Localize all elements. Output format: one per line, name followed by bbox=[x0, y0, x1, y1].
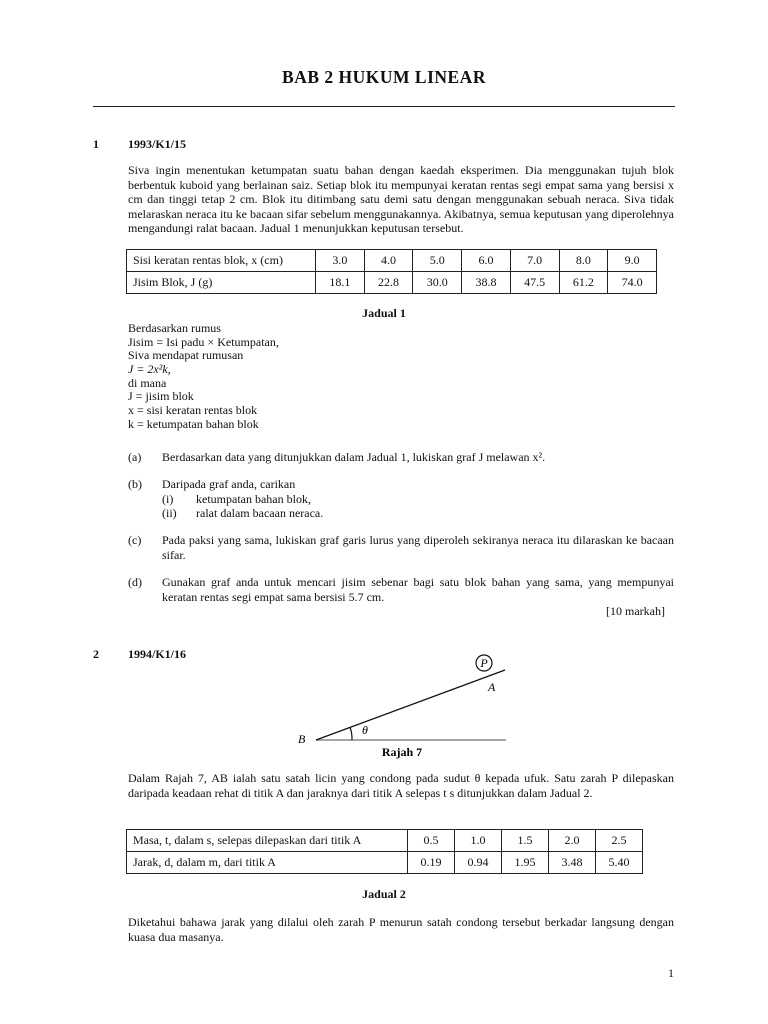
table-2-cell: 2.0 bbox=[549, 830, 596, 852]
table-2-cell: 0.19 bbox=[408, 852, 455, 874]
table-2-cell: 2.5 bbox=[596, 830, 643, 852]
part-a-label: (a) bbox=[128, 450, 142, 464]
part-d bbox=[128, 575, 674, 604]
incline-line bbox=[316, 670, 505, 740]
table-2-cell: 3.48 bbox=[549, 852, 596, 874]
table-2-caption: Jadual 2 bbox=[362, 887, 406, 901]
table-2-row-distance bbox=[127, 852, 643, 874]
part-b bbox=[128, 477, 674, 520]
marks-label: [10 markah] bbox=[606, 604, 665, 618]
table-1-caption: Jadual 1 bbox=[362, 306, 406, 320]
part-b-ii bbox=[162, 506, 674, 520]
table-1-cell: 47.5 bbox=[510, 272, 559, 294]
table-1-cell: 61.2 bbox=[559, 272, 608, 294]
table-2-row-distance-label: Jarak, d, dalam m, dari titik A bbox=[127, 852, 408, 874]
table-1-cell: 30.0 bbox=[413, 272, 462, 294]
question-2-outro: Diketahui bahawa jarak yang dilalui oleh zarah P menurun satah condong tersebut berkadar langsung dengan kuasa dua masanya. bbox=[128, 915, 674, 944]
table-2-cell: 1.5 bbox=[502, 830, 549, 852]
part-b-ii-text: ralat dalam bacaan neraca. bbox=[196, 505, 324, 520]
formula-line: Berdasarkan rumus bbox=[128, 321, 221, 335]
question-2-number: 2 bbox=[93, 647, 99, 661]
point-b-label: B bbox=[298, 732, 306, 746]
part-c-text: Pada paksi yang sama, lukiskan graf garis lurus yang diperoleh sekiranya neraca itu dilaraskan ke bacaan sifar. bbox=[162, 533, 674, 562]
formula-line: di mana bbox=[128, 375, 167, 390]
part-c bbox=[128, 533, 674, 562]
part-d-text: Gunakan graf anda untuk mencari jisim sebenar bagi satu blok bahan yang sama, yang mempunyai keratan rentas segi empat sama bersisi 5.7 cm. bbox=[162, 575, 674, 604]
part-b-i bbox=[162, 492, 674, 506]
table-2-cell: 5.40 bbox=[596, 852, 643, 874]
table-1-cell: 6.0 bbox=[462, 250, 511, 272]
table-1-row-mass bbox=[127, 272, 657, 294]
part-d-label: (d) bbox=[128, 575, 142, 589]
table-1-cell: 4.0 bbox=[364, 250, 413, 272]
table-2-row-time bbox=[127, 830, 643, 852]
angle-arc bbox=[350, 727, 352, 740]
formula-line: J = jisim blok bbox=[128, 389, 194, 404]
page-title: BAB 2 HUKUM LINEAR bbox=[282, 67, 486, 87]
question-1-reference: 1993/K1/15 bbox=[128, 137, 187, 151]
part-b-text: Daripada graf anda, carikan bbox=[162, 477, 296, 491]
table-1-cell: 22.8 bbox=[364, 272, 413, 294]
table-1-row-side bbox=[127, 250, 657, 272]
formula-line: Jisim = Isi padu × Ketumpatan, bbox=[128, 334, 279, 349]
table-2-cell: 0.94 bbox=[455, 852, 502, 874]
title-rule bbox=[93, 106, 675, 107]
table-2-cell: 0.5 bbox=[408, 830, 455, 852]
table-1-cell: 9.0 bbox=[608, 250, 657, 272]
formula-block bbox=[128, 321, 279, 431]
particle-p-label: P bbox=[480, 656, 488, 670]
part-b-i-label: (i) bbox=[162, 491, 174, 506]
page-number: 1 bbox=[668, 966, 674, 980]
question-2-intro: Dalam Rajah 7, AB ialah satu satah licin yang condong pada sudut θ kepada ufuk. Satu zarah P dilepaskan daripada keadaan rehat di titik A dan jaraknya dari titik A selepas t s ditunjukkan dalam Jadual 2. bbox=[128, 771, 674, 800]
question-1-intro: Siva ingin menentukan ketumpatan suatu bahan dengan kaedah eksperimen. Dia menggunakan tujuh blok berbentuk kuboid yang berlainan saiz. Setiap blok itu mempunyai keratan rentas segi empat sama yang bersisi x cm dan tinggi tetap 2 cm. Blok itu ditimbang satu demi satu dengan menggunakan sebuah neraca. Siva tidak melaraskan neraca itu ke bacaan sifar sebelum menggunakannya. Akibatnya, semua keputusan yang diperolehnya mengandungi ralat bacaan. Jadual 1 menunjukkan keputusan tersebut. bbox=[128, 163, 674, 235]
formula-line: x = sisi keratan rentas blok bbox=[128, 403, 258, 418]
diagram-caption: Rajah 7 bbox=[381, 745, 423, 759]
point-a-label: A bbox=[488, 680, 496, 694]
part-b-i-text: ketumpatan bahan blok, bbox=[196, 491, 311, 506]
table-1-cell: 3.0 bbox=[316, 250, 365, 272]
table-2-cell: 1.0 bbox=[455, 830, 502, 852]
formula-line: Siva mendapat rumusan bbox=[128, 348, 244, 363]
part-c-label: (c) bbox=[128, 533, 142, 547]
table-1-cell: 5.0 bbox=[413, 250, 462, 272]
table-2-row-time-label: Masa, t, dalam s, selepas dilepaskan dari titik A bbox=[127, 830, 408, 852]
inclined-plane-diagram bbox=[290, 650, 520, 762]
question-1-number: 1 bbox=[93, 137, 99, 151]
part-a bbox=[128, 450, 674, 465]
table-2-cell: 1.95 bbox=[502, 852, 549, 874]
table-1-cell: 7.0 bbox=[510, 250, 559, 272]
part-b-label: (b) bbox=[128, 477, 142, 491]
table-1-row-mass-label: Jisim Blok, J (g) bbox=[127, 272, 316, 294]
table-1-cell: 8.0 bbox=[559, 250, 608, 272]
table-2 bbox=[126, 829, 643, 874]
table-1-row-side-label: Sisi keratan rentas blok, x (cm) bbox=[127, 250, 316, 272]
formula-line: k = ketumpatan bahan blok bbox=[128, 416, 259, 431]
table-1-cell: 74.0 bbox=[608, 272, 657, 294]
theta-label: θ bbox=[362, 723, 368, 737]
part-a-text: Berdasarkan data yang ditunjukkan dalam Jadual 1, lukiskan graf J melawan x². bbox=[162, 450, 546, 464]
table-1 bbox=[126, 249, 657, 294]
question-2-reference: 1994/K1/16 bbox=[128, 647, 187, 661]
table-1-cell: 18.1 bbox=[316, 272, 365, 294]
part-b-ii-label: (ii) bbox=[162, 505, 177, 520]
formula-line: J = 2x²k, bbox=[128, 362, 171, 377]
table-1-cell: 38.8 bbox=[462, 272, 511, 294]
